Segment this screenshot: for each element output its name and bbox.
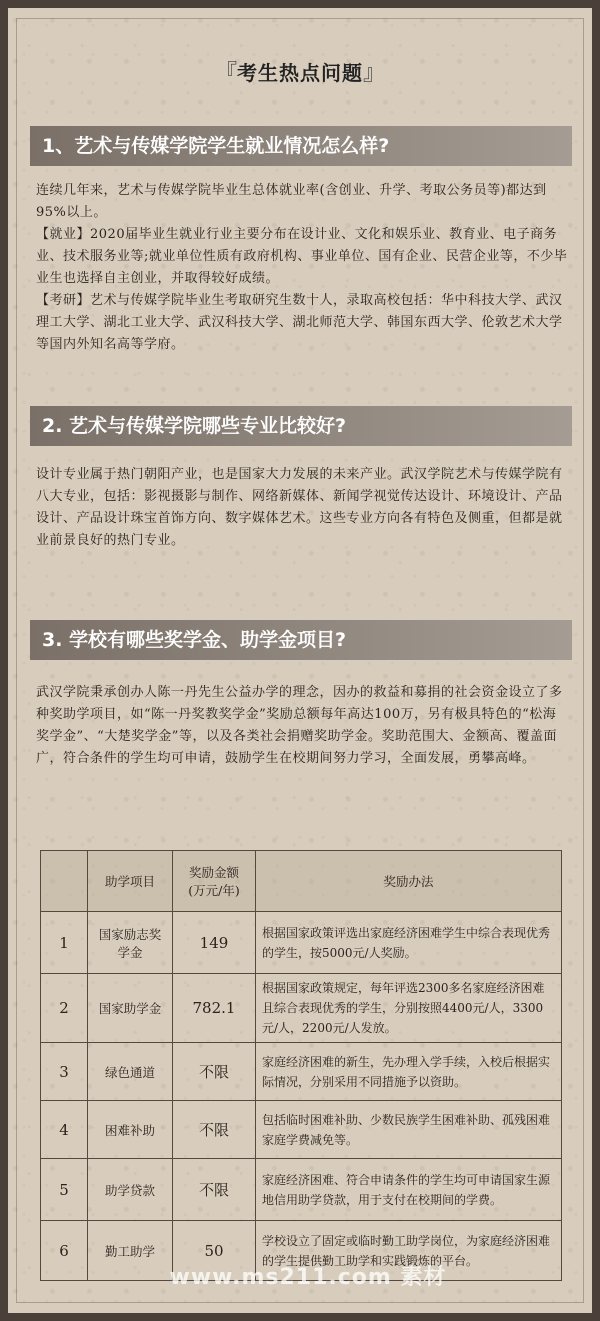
section-1-heading: 1、艺术与传媒学院学生就业情况怎么样? [30, 126, 572, 166]
row-index: 5 [41, 1159, 88, 1221]
row-amount: 149 [173, 912, 256, 974]
row-index: 6 [41, 1221, 88, 1281]
row-index: 4 [41, 1101, 88, 1159]
section-2-heading: 2. 艺术与传媒学院哪些专业比较好? [30, 406, 572, 446]
row-amount: 不限 [173, 1043, 256, 1101]
row-project: 勤工助学 [88, 1221, 173, 1281]
row-method: 包括临时困难补助、少数民族学生困难补助、孤残困难家庭学费减免等。 [256, 1101, 562, 1159]
table-row [41, 912, 562, 974]
row-project: 困难补助 [88, 1101, 173, 1159]
row-project: 绿色通道 [88, 1043, 173, 1101]
row-index: 2 [41, 974, 88, 1043]
table-header-amount: 奖励金额 (万元/年) [173, 851, 256, 912]
row-project: 助学贷款 [88, 1159, 173, 1221]
right-bracket-icon: 』 [363, 61, 386, 86]
row-amount: 782.1 [173, 974, 256, 1043]
page [8, 8, 592, 1313]
scholarship-table [40, 850, 562, 1281]
page-title [8, 56, 592, 87]
row-method: 根据国家政策规定，每年评选2300多名家庭经济困难且综合表现优秀的学生，分别按照4400元/人，3300元/人，2200元/人发放。 [256, 974, 562, 1043]
section-1-paragraph-1: 连续几年来，艺术与传媒学院毕业生总体就业率(含创业、升学、考取公务员等)都达到95%以上。 [36, 183, 547, 220]
section-1-paragraph-2: 【就业】2020届毕业生就业行业主要分布在设计业、文化和娱乐业、教育业、电子商务业、技术服务业等;就业单位性质有政府机构、事业单位、国有企业、民营企业等，不少毕业生也选择自主创业，并取得较好成绩。 [36, 227, 568, 286]
row-index: 1 [41, 912, 88, 974]
section-2-paragraph-1: 设计专业属于热门朝阳产业，也是国家大力发展的未来产业。武汉学院艺术与传媒学院有八大专业，包括：影视摄影与制作、网络新媒体、新闻学视觉传达设计、环境设计、产品设计、产品设计珠宝首饰方向、数字媒体艺术。这些专业方向各有特色及侧重，但都是就业前景良好的热门专业。 [36, 467, 563, 548]
section-3-paragraph-1: 武汉学院秉承创办人陈一丹先生公益办学的理念，因办的救益和募捐的社会资金设立了多种奖助学项目，如“陈一丹奖教奖学金”奖励总额每年高达100万，另有极具特色的“松海奖学金”、“大楚奖学金”等，以及各类社会捐赠奖助学金。奖助范围大、金额高、覆盖面广，符合条件的学生均可申请，鼓励学生在校期间努力学习，全面发展，勇攀高峰。 [36, 685, 563, 766]
row-amount: 50 [173, 1221, 256, 1281]
row-method: 学校设立了固定或临时勤工助学岗位，为家庭经济困难的学生提供勤工助学和实践锻炼的平台。 [256, 1221, 562, 1281]
row-project: 国家励志奖学金 [88, 912, 173, 974]
table-header-index [41, 851, 88, 912]
table-header-method: 奖励办法 [256, 851, 562, 912]
row-project: 国家助学金 [88, 974, 173, 1043]
row-amount: 不限 [173, 1101, 256, 1159]
row-amount: 不限 [173, 1159, 256, 1221]
row-method: 家庭经济困难、符合申请条件的学生均可申请国家生源地信用助学贷款，用于支付在校期间的学费。 [256, 1159, 562, 1221]
table-row [41, 1101, 562, 1159]
table-header-project: 助学项目 [88, 851, 173, 912]
section-3-heading: 3. 学校有哪些奖学金、助学金项目? [30, 620, 572, 660]
page-title-text: 考生热点问题 [237, 61, 363, 85]
section-1-paragraph-3: 【考研】艺术与传媒学院毕业生考取研究生数十人，录取高校包括：华中科技大学、武汉理工大学、湖北工业大学、武汉科技大学、湖北师范大学、韩国东西大学、伦敦艺术大学等国内外知名高等学府。 [36, 293, 563, 352]
table-header-row [41, 851, 562, 912]
row-index: 3 [41, 1043, 88, 1101]
left-bracket-icon: 『 [214, 61, 237, 86]
table-row [41, 1043, 562, 1101]
watermark-text: www.ms211.com 素材 [169, 1265, 447, 1290]
row-method: 根据国家政策评选出家庭经济困难学生中综合表现优秀的学生，按5000元/人奖励。 [256, 912, 562, 974]
table-row [41, 1159, 562, 1221]
row-method: 家庭经济困难的新生，先办理入学手续，入校后根据实际情况，分别采用不同措施予以资助。 [256, 1043, 562, 1101]
table-row [41, 974, 562, 1043]
